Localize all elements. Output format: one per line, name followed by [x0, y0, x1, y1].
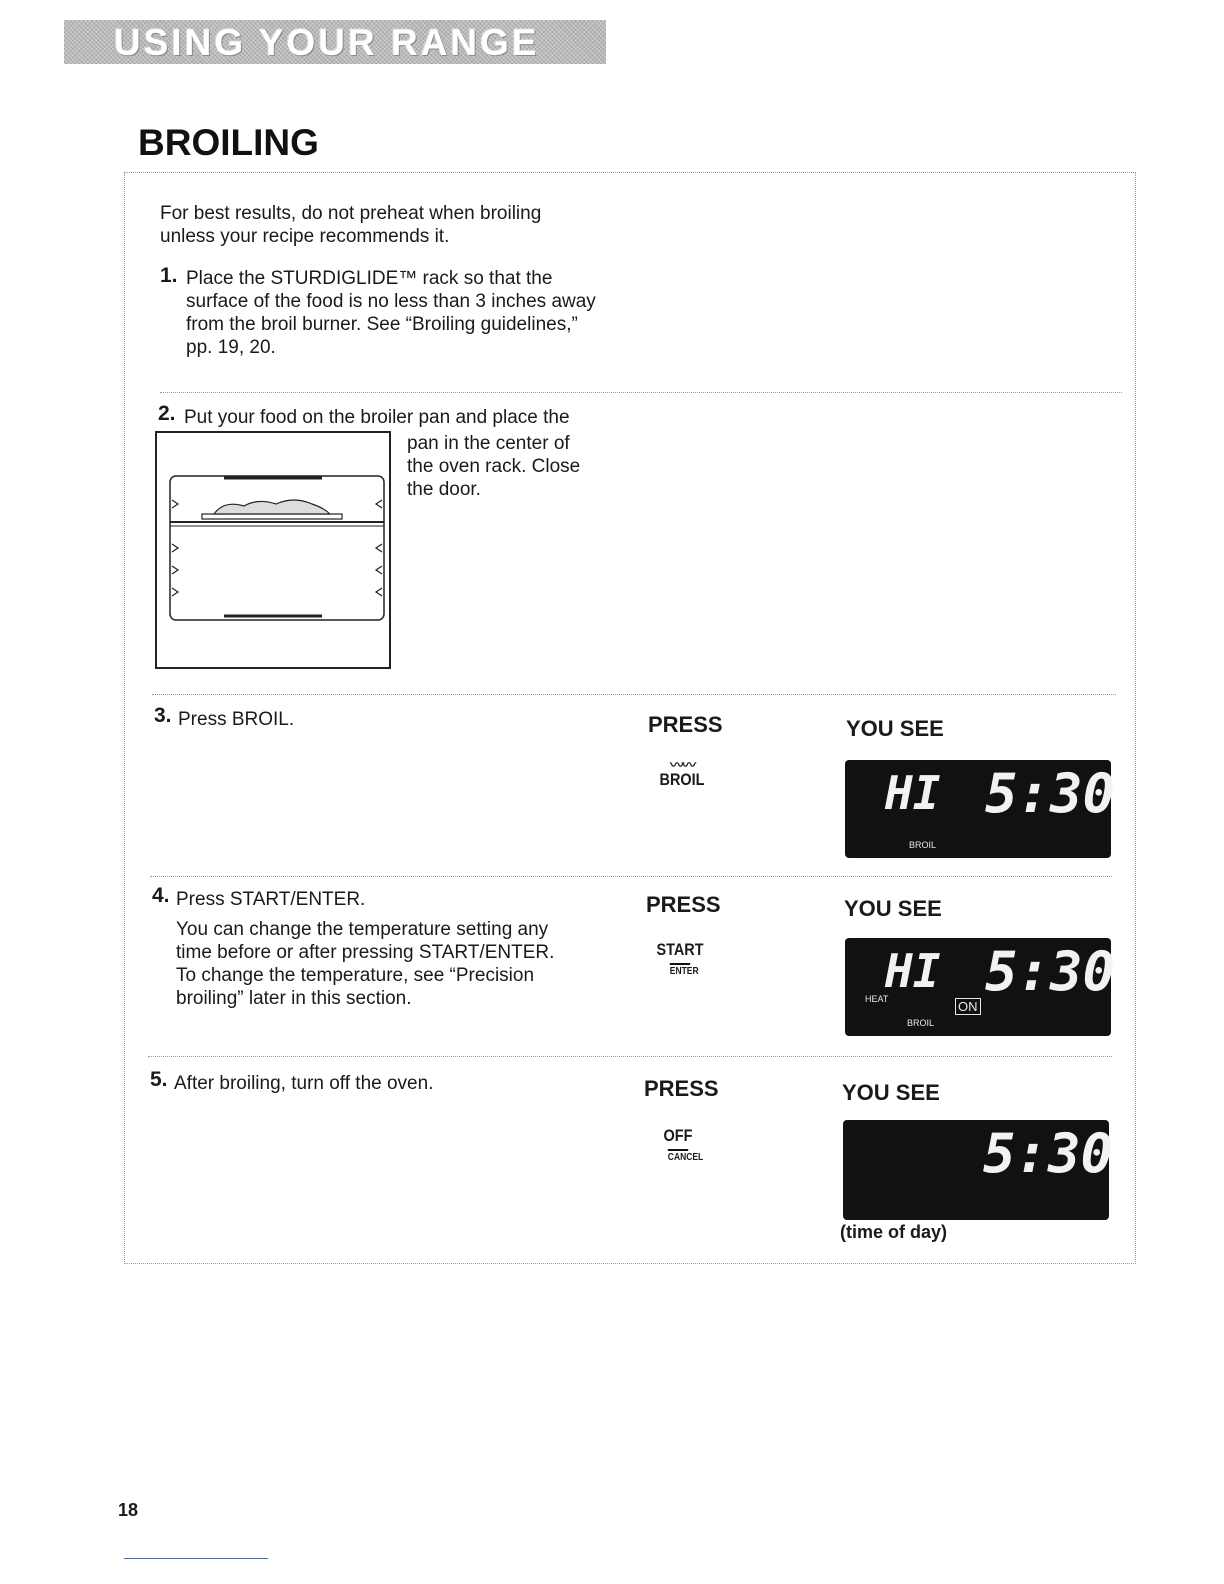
start-key-label: START	[656, 940, 704, 959]
page-title: BROILING	[138, 122, 319, 163]
oven-illustration	[152, 430, 396, 672]
time-of-day-caption: (time of day)	[840, 1222, 948, 1242]
step-4-line-5: broiling” later in this section.	[176, 988, 412, 1009]
step-1-line-1: Place the STURDIGLIDE™ rack so that the	[186, 268, 553, 289]
press-heading: PRESS	[648, 712, 723, 737]
you-see-heading: YOU SEE	[846, 716, 944, 741]
on-indicator: ON	[955, 998, 981, 1015]
intro-line-2: unless your recipe recommends it.	[160, 226, 450, 247]
off-cancel-key[interactable]	[646, 1126, 710, 1163]
cancel-key-label: CANCEL	[668, 1149, 688, 1163]
step-3-number: 3.	[154, 704, 172, 727]
enter-key-label: ENTER	[670, 963, 690, 977]
step-4-number: 4.	[152, 884, 170, 907]
step-4-line-1: Press START/ENTER.	[176, 889, 366, 910]
step-5-line-1: After broiling, turn off the oven.	[174, 1073, 434, 1094]
divider	[150, 876, 1112, 877]
display-left-readout: HI	[885, 766, 941, 820]
step-2-line-4: the door.	[407, 479, 481, 500]
display-time-readout: 5:30	[985, 762, 1116, 825]
you-see-heading: YOU SEE	[844, 896, 942, 921]
banner-text: USING YOUR RANGE	[114, 22, 540, 63]
display-time-readout: 5:30	[985, 940, 1116, 1003]
step-1-line-4: pp. 19, 20.	[186, 337, 276, 358]
step-5-number: 5.	[150, 1068, 168, 1091]
broil-wave-icon: 〰〰	[670, 757, 694, 773]
step-4-line-3: time before or after pressing START/ENTER.	[176, 942, 555, 963]
press-heading: PRESS	[646, 892, 721, 917]
step-2-number: 2.	[158, 402, 176, 425]
divider	[152, 694, 1116, 695]
step-1-line-3: from the broil burner. See “Broiling guidelines,”	[186, 314, 578, 335]
display-screen	[843, 1120, 1114, 1220]
intro-line-1: For best results, do not preheat when broiling	[160, 203, 542, 224]
display-screen	[845, 938, 1116, 1036]
heat-indicator: HEAT	[865, 994, 889, 1004]
divider	[160, 392, 1122, 393]
display-time-readout: 5:30	[983, 1122, 1114, 1185]
footer-rule	[124, 1558, 268, 1559]
broil-indicator: BROIL	[907, 1018, 935, 1028]
off-key-label: OFF	[663, 1126, 693, 1145]
you-see-heading: YOU SEE	[842, 1080, 940, 1105]
step-1-number: 1.	[160, 264, 178, 287]
step-4-line-2: You can change the temperature setting any	[176, 919, 549, 940]
page-number: 18	[118, 1500, 139, 1520]
display-screen	[845, 760, 1116, 858]
start-enter-key[interactable]	[648, 940, 712, 977]
step-1-line-2: surface of the food is no less than 3 inches away	[186, 291, 596, 312]
section-banner	[64, 20, 606, 64]
broil-key[interactable]	[650, 757, 714, 790]
step-2-line-1: Put your food on the broiler pan and place the	[184, 407, 570, 428]
step-2-line-2: pan in the center of	[407, 433, 570, 454]
step-4-line-4: To change the temperature, see “Precision	[176, 965, 535, 986]
divider	[148, 1056, 1112, 1057]
step-2-line-3: the oven rack. Close	[407, 456, 581, 477]
step-3-line-1: Press BROIL.	[178, 709, 295, 730]
broil-indicator: BROIL	[909, 840, 937, 850]
display-left-readout: HI	[885, 944, 941, 998]
press-heading: PRESS	[644, 1076, 719, 1101]
broil-key-label: BROIL	[659, 770, 705, 789]
